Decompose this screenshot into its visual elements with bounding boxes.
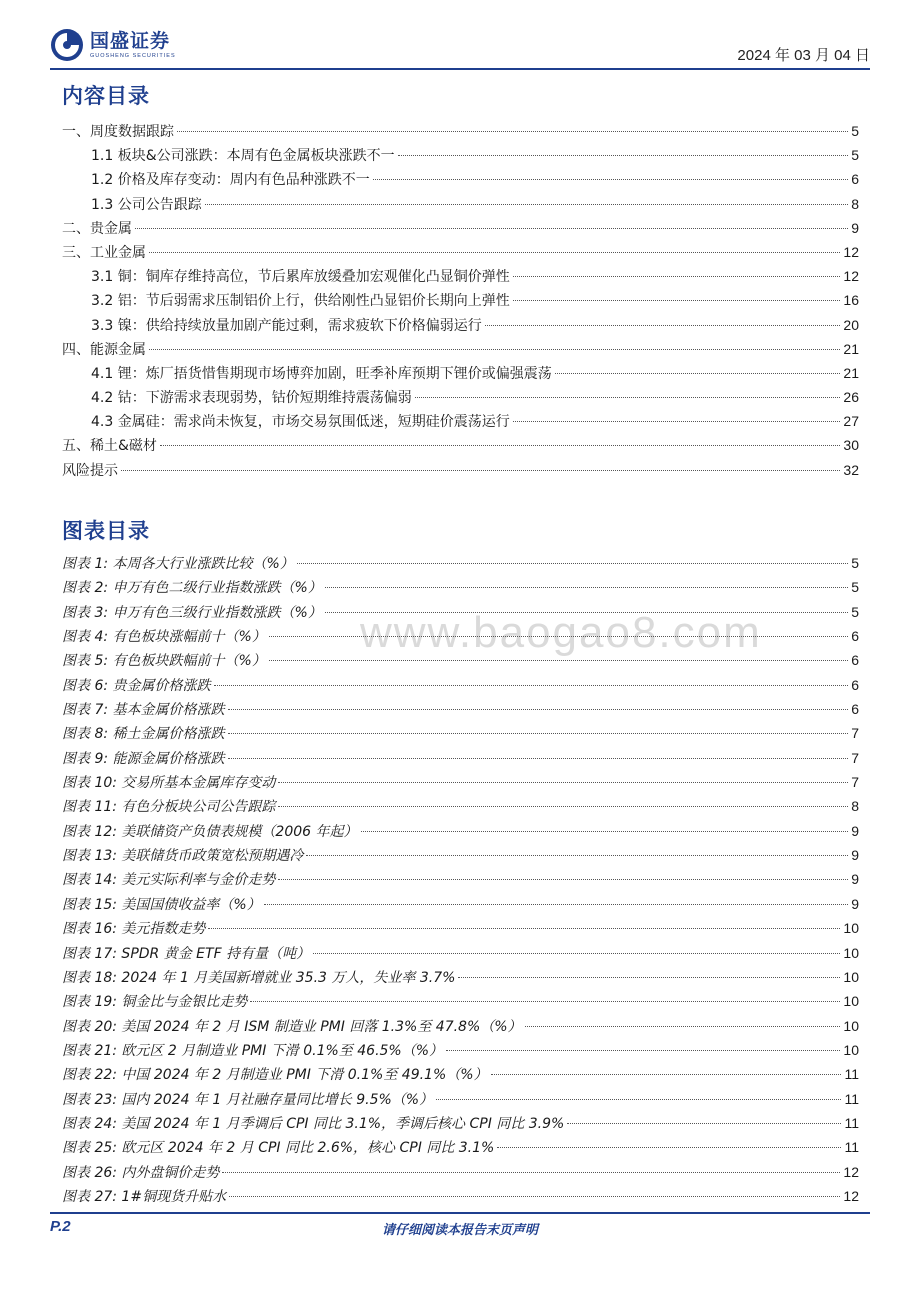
figure-toc-entry[interactable]	[62, 1014, 859, 1038]
dot-leader	[135, 228, 848, 229]
toc-entry-title: 一、周度数据跟踪	[62, 124, 174, 140]
toc-entry-page: 10	[843, 920, 859, 937]
footer-disclaimer: 请仔细阅读本报告末页声明	[381, 1223, 538, 1238]
figure-toc-entry[interactable]	[62, 648, 859, 672]
toc-entry-title: 五、稀土&磁材	[62, 438, 157, 455]
dot-leader	[436, 1099, 841, 1100]
toc-entry-page: 12	[843, 243, 859, 260]
figure-toc-entry[interactable]	[62, 770, 859, 794]
toc-entry-title: 图表 20: 美国 2024 年 2 月 ISM 制造业 PMI 回落 1.3%至 47.8%（%）	[62, 1018, 522, 1035]
figure-toc-entry[interactable]	[62, 794, 859, 818]
toc-entry-title: 图表 9: 能源金属价格涨跌	[62, 750, 225, 767]
figure-toc-entry[interactable]	[62, 721, 859, 745]
toc-entry-title: 3.1 铜：铜库存维持高位，节后累库放缓叠加宏观催化凸显铜价弹性	[91, 269, 510, 286]
toc-entry-title: 4.1 锂：炼厂捂货惜售期现市场博弈加剧，旺季补库预期下锂价或偏强震荡	[91, 365, 552, 382]
toc-entry-title: 图表 21: 欧元区 2 月制造业 PMI 下滑 0.1%至 46.5%（%）	[62, 1042, 444, 1059]
toc-entry-page: 16	[843, 292, 859, 309]
toc-entry-title: 图表 25: 欧元区 2024 年 2 月 CPI 同比 2.6%，核心 CPI 同比 3.1%	[62, 1140, 495, 1157]
dot-leader	[513, 300, 841, 301]
toc-entry-page: 5	[851, 579, 859, 596]
figure-toc-entry[interactable]	[62, 892, 859, 916]
figure-toc-entry[interactable]	[62, 1038, 859, 1062]
toc-entry-page: 21	[843, 340, 859, 357]
figure-toc-entry[interactable]	[62, 965, 859, 989]
toc-entry-title: 图表 26: 内外盘铜价走势	[62, 1164, 220, 1181]
dot-leader	[313, 953, 840, 954]
toc-entry-title: 图表 16: 美元指数走势	[62, 921, 206, 938]
toc-entry-page: 6	[851, 652, 859, 669]
toc-entry-page: 8	[851, 195, 859, 212]
toc-entry-title: 图表 27: 1#铜现货升贴水	[62, 1188, 227, 1205]
toc-entry-title: 图表 1: 本周各大行业涨跌比较（%）	[62, 556, 294, 572]
toc-entry-title: 1.3 公司公告跟踪	[91, 196, 202, 213]
toc-entry-page: 10	[843, 993, 859, 1010]
toc-entry-title: 图表 7: 基本金属价格涨跌	[62, 702, 225, 719]
toc-entry[interactable]	[62, 385, 859, 409]
toc-entry-title: 图表 24: 美国 2024 年 1 月季调后 CPI 同比 3.1%，季调后核心 CPI 同比 3.9%	[62, 1115, 565, 1132]
toc-entry[interactable]	[62, 409, 859, 433]
toc-entry-page: 7	[851, 749, 859, 766]
dot-leader	[567, 1123, 841, 1124]
dot-leader	[278, 879, 848, 880]
toc-entry[interactable]	[62, 361, 859, 385]
dot-leader	[177, 131, 848, 132]
figure-toc-title: 图表目录	[62, 518, 150, 543]
toc-entry[interactable]	[62, 192, 859, 216]
dot-leader	[160, 445, 841, 446]
toc-entry-title: 1.1 板块&公司涨跌：本周有色金属板块涨跌不一	[91, 148, 395, 165]
figure-toc-entry[interactable]	[62, 600, 859, 624]
dot-leader	[205, 204, 848, 205]
toc-entry-title: 4.3 金属硅：需求尚未恢复，市场交易氛围低迷，短期硅价震荡运行	[91, 414, 510, 431]
dot-leader	[361, 831, 849, 832]
report-date: 2024 年 03 月 04 日	[737, 47, 870, 64]
figure-toc-entry[interactable]	[62, 819, 859, 843]
toc-entry-page: 12	[843, 1187, 859, 1204]
toc-entry-page: 7	[851, 725, 859, 742]
toc-entry-title: 图表 23: 国内 2024 年 1 月社融存量同比增长 9.5%（%）	[62, 1091, 434, 1108]
toc-entry[interactable]	[62, 167, 859, 191]
toc-entry-title: 图表 15: 美国国债收益率（%）	[62, 896, 261, 913]
dot-leader	[149, 349, 840, 350]
toc-entry[interactable]	[62, 216, 859, 240]
dot-leader	[398, 155, 849, 156]
toc-entry-title: 3.2 铝：节后弱需求压制铝价上行，供给刚性凸显铝价长期向上弹性	[91, 293, 510, 310]
toc-entry-page: 7	[851, 774, 859, 791]
toc-entry-page: 8	[851, 798, 859, 815]
toc-entry-title: 1.2 价格及库存变动：周内有色品种涨跌不一	[91, 172, 370, 189]
dot-leader	[264, 904, 848, 905]
toc-entry-page: 32	[843, 461, 859, 478]
toc-entry-page: 10	[843, 1017, 859, 1034]
toc-entry-title: 图表 17: SPDR 黄金 ETF 持有量（吨）	[62, 945, 311, 962]
figure-toc-entry[interactable]	[62, 1111, 859, 1135]
dot-leader	[325, 587, 848, 588]
dot-leader	[325, 612, 848, 613]
toc-entry-title: 图表 22: 中国 2024 年 2 月制造业 PMI 下滑 0.1%至 49.1%（%）	[62, 1067, 488, 1084]
toc-entry-page: 5	[851, 603, 859, 620]
toc-entry-title: 图表 10: 交易所基本金属库存变动	[62, 775, 276, 792]
toc-entry-title: 图表 6: 贵金属价格涨跌	[62, 677, 211, 694]
dot-leader	[278, 782, 848, 783]
toc-entry-title: 3.3 镍：供给持续放量加剧产能过剩，需求疲软下价格偏弱运行	[91, 317, 482, 334]
figure-toc-entry[interactable]	[62, 1184, 859, 1208]
toc-entry-title: 图表 3: 申万有色三级行业指数涨跌（%）	[62, 604, 322, 621]
dot-leader	[373, 179, 848, 180]
toc-entry-page: 10	[843, 968, 859, 985]
toc-entry-page: 5	[851, 123, 859, 139]
toc-entry-page: 6	[851, 701, 859, 718]
figure-toc-entry[interactable]	[62, 916, 859, 940]
dot-leader	[228, 733, 849, 734]
toc-entry-page: 9	[851, 822, 859, 839]
figure-toc	[62, 551, 859, 1208]
dot-leader	[208, 928, 840, 929]
figure-toc-entry[interactable]	[62, 1062, 859, 1086]
toc-entry-page: 27	[843, 413, 859, 430]
dot-leader	[497, 1147, 841, 1148]
toc-entry-page: 30	[843, 437, 859, 454]
page-number: P.2	[50, 1218, 71, 1235]
figure-toc-entry[interactable]	[62, 697, 859, 721]
toc-entry-title: 图表 13: 美联储货币政策宽松预期遇冷	[62, 848, 304, 865]
dot-leader	[446, 1050, 840, 1051]
figure-toc-entry[interactable]	[62, 941, 859, 965]
figure-toc-entry[interactable]	[62, 989, 859, 1013]
toc-entry-title: 二、贵金属	[62, 220, 132, 237]
toc-entry-title: 图表 14: 美元实际利率与金价走势	[62, 872, 276, 889]
dot-leader	[306, 855, 848, 856]
toc-entry-page: 9	[851, 871, 859, 888]
guosheng-logo-icon	[50, 28, 84, 62]
dot-leader	[121, 470, 840, 471]
dot-leader	[525, 1026, 841, 1027]
toc-entry-page: 21	[843, 364, 859, 381]
dot-leader	[214, 685, 849, 686]
figure-toc-entry[interactable]	[62, 867, 859, 891]
figure-toc-entry[interactable]	[62, 1087, 859, 1111]
toc-entry-title: 风险提示	[62, 462, 118, 479]
toc-entry-title: 4.2 钴：下游需求表现弱势，钴价短期维持震荡偏弱	[91, 390, 412, 407]
content-toc	[62, 119, 859, 482]
toc-entry-title: 图表 11: 有色分板块公司公告跟踪	[62, 799, 276, 816]
watermark: www.baogao8.com	[360, 608, 762, 657]
toc-entry-page: 5	[851, 555, 859, 571]
page-header	[50, 26, 870, 70]
toc-entry-page: 12	[843, 1163, 859, 1180]
toc-entry-page: 6	[851, 171, 859, 188]
toc-entry-title: 图表 19: 铜金比与金银比走势	[62, 994, 248, 1011]
toc-entry-page: 6	[851, 628, 859, 645]
logo-text	[90, 30, 176, 60]
toc-entry-title: 三、工业金属	[62, 244, 146, 261]
toc-entry[interactable]	[62, 143, 859, 167]
figure-toc-entry[interactable]	[62, 551, 859, 575]
figure-toc-entry[interactable]	[62, 624, 859, 648]
content-toc-title: 内容目录	[62, 83, 150, 108]
figure-toc-entry[interactable]	[62, 1135, 859, 1159]
figure-toc-entry[interactable]	[62, 843, 859, 867]
page-footer	[50, 1212, 870, 1238]
dot-leader	[269, 660, 848, 661]
toc-entry-page: 10	[843, 1041, 859, 1058]
toc-entry-page: 12	[843, 268, 859, 285]
dot-leader	[229, 1196, 840, 1197]
dot-leader	[269, 636, 848, 637]
figure-toc-entry[interactable]	[62, 575, 859, 599]
toc-entry-title: 图表 12: 美联储资产负债表规模（2006 年起）	[62, 823, 358, 840]
figure-toc-entry[interactable]	[62, 746, 859, 770]
toc-entry-page: 11	[844, 1139, 859, 1156]
toc-entry[interactable]	[62, 240, 859, 264]
figure-toc-entry[interactable]	[62, 1160, 859, 1184]
toc-entry-page: 11	[844, 1066, 859, 1083]
toc-entry-title: 图表 4: 有色板块涨幅前十（%）	[62, 629, 266, 646]
dot-leader	[513, 421, 841, 422]
toc-entry[interactable]	[62, 264, 859, 288]
toc-entry-page: 5	[851, 147, 859, 164]
dot-leader	[297, 563, 848, 564]
toc-entry-page: 9	[851, 847, 859, 864]
dot-leader	[513, 276, 841, 277]
toc-entry-page: 11	[844, 1114, 859, 1131]
dot-leader	[222, 1172, 840, 1173]
toc-entry-page: 9	[851, 895, 859, 912]
dot-leader	[458, 977, 840, 978]
logo-name-cn: 国盛证券	[90, 30, 171, 52]
toc-entry-title: 图表 2: 申万有色二级行业指数涨跌（%）	[62, 580, 322, 597]
dot-leader	[278, 806, 848, 807]
toc-entry[interactable]	[62, 313, 859, 337]
logo-name-en: GUOSHENG SECURITIES	[90, 53, 176, 59]
dot-leader	[555, 373, 841, 374]
toc-entry[interactable]	[62, 337, 859, 361]
toc-entry-page: 11	[844, 1090, 859, 1107]
toc-entry-title: 四、能源金属	[62, 341, 146, 358]
toc-entry-page: 20	[843, 316, 859, 333]
dot-leader	[228, 758, 849, 759]
toc-entry-title: 图表 18: 2024 年 1 月美国新增就业 35.3 万人，失业率 3.7%	[62, 969, 456, 986]
toc-entry[interactable]	[62, 288, 859, 312]
toc-entry[interactable]	[62, 458, 859, 482]
toc-entry-title: 图表 5: 有色板块跌幅前十（%）	[62, 653, 266, 670]
dot-leader	[485, 325, 841, 326]
dot-leader	[415, 397, 841, 398]
toc-entry-page: 9	[851, 219, 859, 236]
toc-entry-page: 26	[843, 389, 859, 406]
dot-leader	[491, 1074, 842, 1075]
toc-entry-title: 图表 8: 稀土金属价格涨跌	[62, 726, 225, 743]
company-logo	[50, 26, 176, 64]
dot-leader	[149, 252, 840, 253]
dot-leader	[250, 1001, 840, 1002]
dot-leader	[228, 709, 849, 710]
toc-entry[interactable]	[62, 119, 859, 143]
figure-toc-entry[interactable]	[62, 673, 859, 697]
toc-entry-page: 10	[843, 944, 859, 961]
toc-entry[interactable]	[62, 433, 859, 457]
toc-entry-page: 6	[851, 676, 859, 693]
